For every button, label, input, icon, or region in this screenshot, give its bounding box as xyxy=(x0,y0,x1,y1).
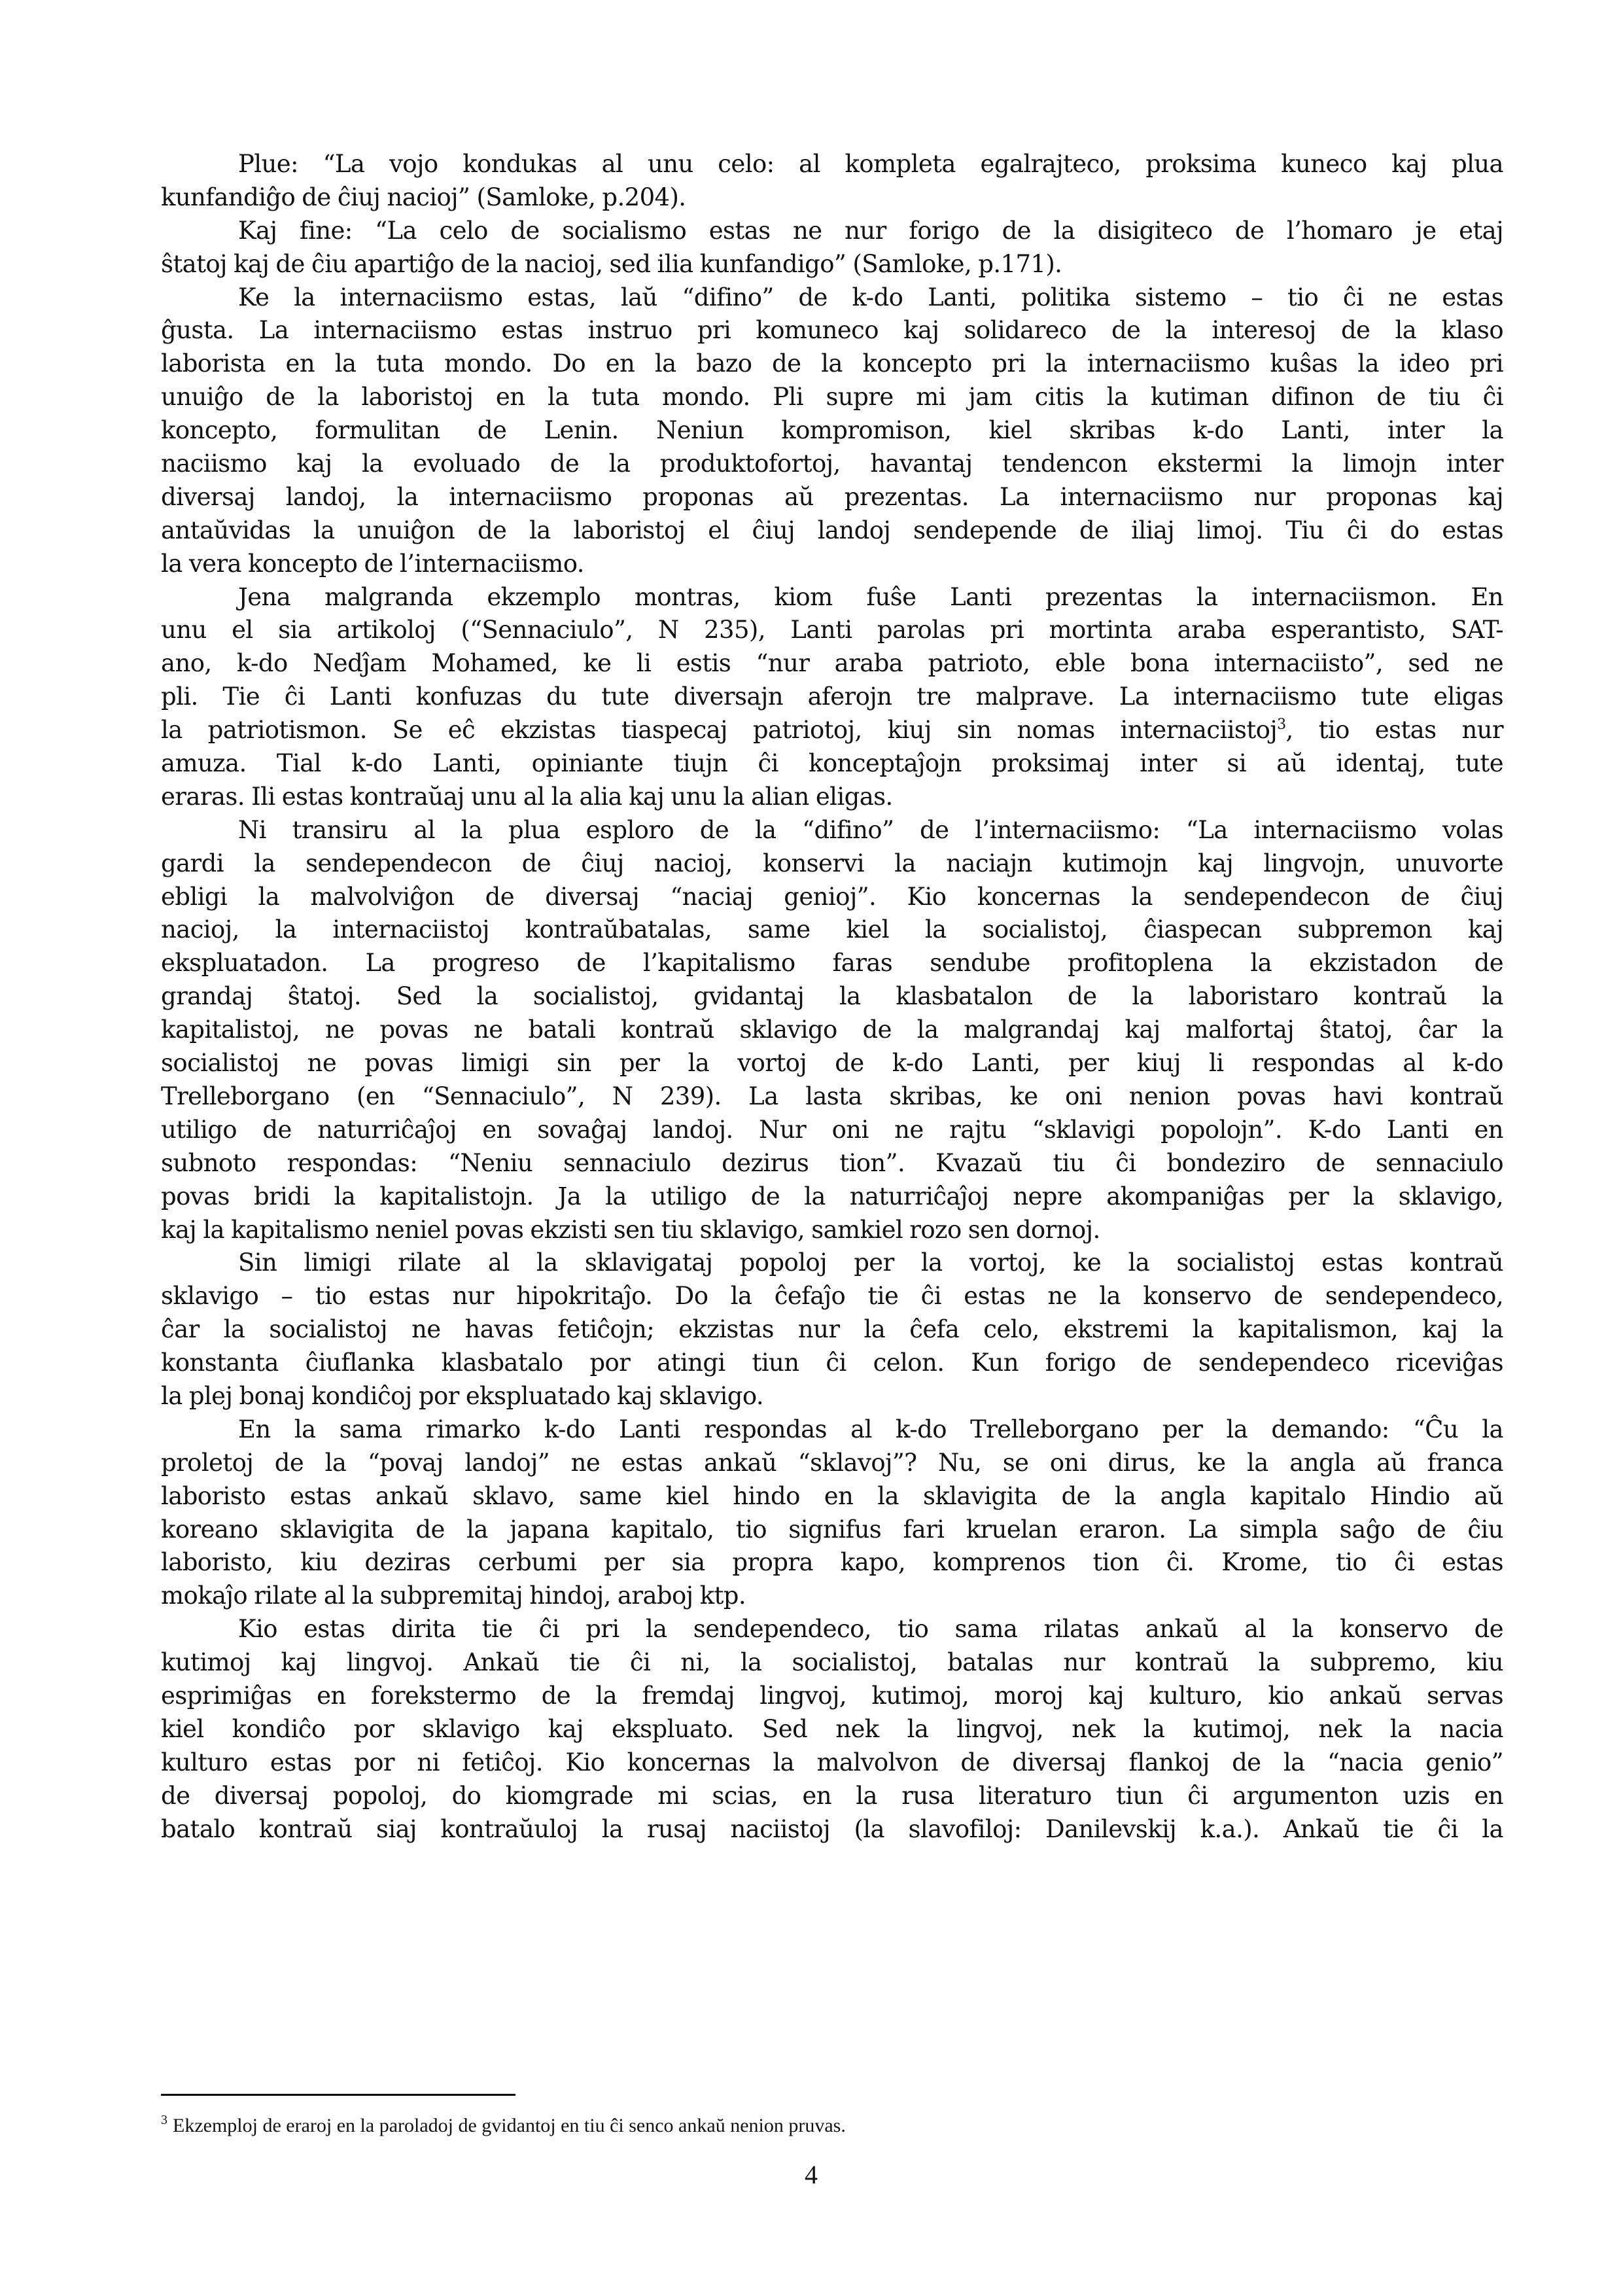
text-line xyxy=(161,248,1503,281)
text-line-content: amuza. Tial k-do Lanti, opiniante tiujn ĉi konceptaĵojn proksimaj inter si aŭ identaj, tute xyxy=(161,749,1503,778)
text-line-content: ĝusta. La internaciismo estas instruo pri komuneco kaj solidareco de la interesoj de la klaso xyxy=(161,316,1503,345)
text-line xyxy=(161,414,1503,448)
text-line xyxy=(161,314,1503,347)
text-line xyxy=(161,215,1503,248)
footnote xyxy=(161,2115,1404,2137)
text-line xyxy=(161,448,1503,481)
text-line xyxy=(161,680,1503,714)
text-line-content: pli. Tie ĉi Lanti konfuzas du tute diversajn aferojn tre malprave. La internaciismo tute eligas xyxy=(161,682,1503,711)
text-line xyxy=(161,881,1503,914)
text-line-content: Ni transiru al la plua esploro de la “difino” de l’internaciismo: “La internaciismo volas xyxy=(238,815,1503,844)
text-line xyxy=(161,548,1503,581)
text-line-tail: , tio estas nur xyxy=(1285,716,1503,745)
text-line-content: socialistoj ne povas limigi sin per la vortoj de k-do Lanti, per kiuj li respondas al k-do xyxy=(161,1049,1503,1078)
text-line-content: koreano sklavigita de la japana kapitalo, tio signifus fari kruelan eraron. La simpla saĝo de ĉiu xyxy=(161,1515,1503,1544)
text-line xyxy=(161,1447,1503,1480)
text-line xyxy=(161,1280,1503,1313)
text-line-content: batalo kontraŭ siaj kontraŭuloj la rusaj naciistoj (la slavofiloj: Danilevskij k.a.). Ankaŭ tie ĉi la xyxy=(161,1814,1503,1843)
text-line xyxy=(161,1347,1503,1380)
text-line-content: Jena malgranda ekzemplo montras, kiom fuŝe Lanti prezentas la internaciismon. En xyxy=(238,582,1503,611)
text-line-content: la patriotismon. Se eĉ ekzistas tiaspecaj patriotoj, kiuj sin nomas internaciistoj xyxy=(161,716,1278,745)
text-line-content: esprimiĝas en forekstermo de la fremdaj lingvoj, kutimoj, moroj kaj kulturo, kio ankaŭ servas xyxy=(161,1681,1503,1710)
text-line-content: laborista en la tuta mondo. Do en la bazo de la koncepto pri la internaciismo kuŝas la ideo pri xyxy=(161,349,1503,378)
text-line xyxy=(161,1413,1503,1447)
text-line xyxy=(161,1713,1503,1746)
text-line-content: ŝtatoj kaj de ĉiu apartiĝo de la nacioj, sed ilia kunfandigo” (Samloke, p.171). xyxy=(161,249,1062,278)
text-line-content: Plue: “La vojo kondukas al unu celo: al kompleta egalrajteco, proksima kuneco kaj plua xyxy=(238,150,1503,178)
footnote-reference: 3 xyxy=(1277,716,1286,733)
text-line xyxy=(161,781,1503,814)
text-line xyxy=(161,1114,1503,1147)
text-line-content: unuiĝo de la laboristoj en la tuta mondo. Pli supre mi jam citis la kutiman difinon de tiu ĉi xyxy=(161,383,1503,412)
body-text xyxy=(161,148,1503,1846)
text-line xyxy=(161,347,1503,381)
text-line-content: kunfandiĝo de ĉiuj nacioj” (Samloke, p.204). xyxy=(161,183,686,211)
text-line-content: Kaj fine: “La celo de socialismo estas ne nur forigo de la disigiteco de l’homaro je etaj xyxy=(238,216,1503,245)
text-line-content: sklavigo – tio estas nur hipokritaĵo. Do la ĉefaĵo tie ĉi estas ne la konservo de sendependeco, xyxy=(161,1282,1503,1311)
text-line-content: kutimoj kaj lingvoj. Ankaŭ tie ĉi ni, la socialistoj, batalas nur kontraŭ la subpremo, kiu xyxy=(161,1648,1503,1677)
text-line-content: Kio estas dirita tie ĉi pri la sendependeco, tio sama rilatas ankaŭ al la konservo de xyxy=(238,1615,1503,1644)
text-line xyxy=(161,647,1503,680)
text-line-content: eraras. Ili estas kontraŭaj unu al la alia kaj unu la alian eligas. xyxy=(161,782,893,811)
text-line xyxy=(161,1680,1503,1713)
text-line xyxy=(161,980,1503,1014)
text-line xyxy=(161,1313,1503,1347)
text-line-content: la plej bonaj kondiĉoj por ekspluatado kaj sklavigo. xyxy=(161,1381,764,1410)
text-line-content: povas bridi la kapitalistojn. Ja la utiligo de la naturriĉaĵoj nepre akompaniĝas per la sklavigo, xyxy=(161,1182,1503,1210)
text-line xyxy=(161,1613,1503,1646)
text-line-content: diversaj landoj, la internaciismo proponas aŭ prezentas. La internaciismo nur proponas kaj xyxy=(161,482,1503,511)
text-line xyxy=(161,1047,1503,1080)
page-number: 4 xyxy=(805,2160,818,2189)
text-line-content: de diversaj popoloj, do kiomgrade mi scias, en la rusa literaturo tiun ĉi argumenton uzis en xyxy=(161,1781,1503,1810)
text-line xyxy=(161,1147,1503,1180)
text-line-content: kaj la kapitalismo neniel povas ekzisti sen tiu sklavigo, samkiel rozo sen dornoj. xyxy=(161,1215,1100,1244)
text-line-content: kiel kondiĉo por sklavigo kaj ekspluato. Sed nek la lingvoj, nek la kutimoj, nek la nacia xyxy=(161,1714,1503,1743)
text-line-content: proletoj de la “povaj landoj” ne estas ankaŭ “sklavoj”? Nu, se oni dirus, ke la angla aŭ franca xyxy=(161,1448,1503,1477)
text-line xyxy=(161,814,1503,847)
text-line-content: la vera koncepto de l’internaciismo. xyxy=(161,549,584,578)
text-line-content: subnoto respondas: “Neniu sennaciulo dezirus tion”. Kvazaŭ tiu ĉi bondeziro de sennaciulo xyxy=(161,1148,1503,1177)
text-line-content: antaŭvidas la unuiĝon de la laboristoj el ĉiuj landoj sendepende de iliaj limoj. Tiu ĉi do estas xyxy=(161,516,1503,544)
text-line xyxy=(161,481,1503,514)
text-line-content: mokaĵo rilate al la subpremitaj hindoj, araboj ktp. xyxy=(161,1581,746,1610)
text-line xyxy=(161,581,1503,614)
text-line-content: ebligi la malvolviĝon de diversaj “naciaj genioj”. Kio koncernas la sendependecon de ĉiuj xyxy=(161,882,1503,911)
text-line-content: laboristo, kiu deziras cerbumi per sia propra kapo, komprenos tion ĉi. Krome, tio ĉi estas xyxy=(161,1548,1503,1577)
text-line xyxy=(161,1380,1503,1413)
text-line xyxy=(161,1246,1503,1280)
text-line xyxy=(161,1180,1503,1214)
text-line xyxy=(161,1480,1503,1513)
footnote-separator xyxy=(161,2094,515,2096)
text-line-content: gardi la sendependecon de ĉiuj nacioj, konservi la naciajn kutimojn kaj lingvojn, unuvorte xyxy=(161,849,1503,877)
text-line xyxy=(161,1546,1503,1580)
text-line xyxy=(161,514,1503,548)
text-line xyxy=(161,1746,1503,1780)
text-line xyxy=(161,747,1503,781)
footnote-number: 3 xyxy=(161,2113,167,2127)
text-line xyxy=(161,181,1503,215)
text-line xyxy=(161,947,1503,980)
text-line xyxy=(161,148,1503,181)
text-line xyxy=(161,1214,1503,1247)
text-line xyxy=(161,1646,1503,1680)
text-line xyxy=(161,281,1503,315)
text-line-content: koncepto, formulitan de Lenin. Neniun kompromison, kiel skribas k-do Lanti, inter la xyxy=(161,416,1503,445)
text-line-content: En la sama rimarko k-do Lanti respondas al k-do Trelleborgano per la demando: “Ĉu la xyxy=(238,1415,1503,1443)
text-line xyxy=(161,1014,1503,1047)
text-line-content: konstanta ĉiuflanka klasbatalo por atingi tiun ĉi celon. Kun forigo de sendependeco riceviĝas xyxy=(161,1349,1503,1377)
text-line xyxy=(161,614,1503,647)
text-line xyxy=(161,1580,1503,1613)
text-line xyxy=(161,1813,1503,1846)
text-line-content: utiligo de naturriĉaĵoj en sovaĝaj landoj. Nur oni ne rajtu “sklavigi popolojn”. K-do Lanti en xyxy=(161,1115,1503,1144)
text-line-content: grandaj ŝtatoj. Sed la socialistoj, gvidantaj la klasbatalon de la laboristaro kontraŭ la xyxy=(161,982,1503,1011)
text-line-content: unu el sia artikoloj (“Sennaciulo”, N 235), Lanti parolas pri mortinta araba esperantisto, SAT- xyxy=(161,616,1503,645)
text-line-content: Sin limigi rilate al la sklavigataj popoloj per la vortoj, ke la socialistoj estas kontraŭ xyxy=(238,1248,1503,1277)
text-line xyxy=(161,847,1503,881)
text-line xyxy=(161,714,1503,747)
text-line xyxy=(161,1080,1503,1114)
text-line xyxy=(161,913,1503,947)
text-line-content: laboristo estas ankaŭ sklavo, same kiel hindo en la sklavigita de la angla kapitalo Hindio aŭ xyxy=(161,1481,1503,1510)
footnote-text: Ekzemploj de eraroj en la paroladoj de gvidantoj en tiu ĉi senco ankaŭ nenion pruvas. xyxy=(173,2115,846,2136)
text-line xyxy=(161,1780,1503,1813)
text-line-content: naciismo kaj la evoluado de la produktofortoj, havantaj tendencon ekstermi la limojn inter xyxy=(161,450,1503,478)
text-line-content: ano, k-do Nedĵam Mohamed, ke li estis “nur araba patrioto, eble bona internaciisto”, sed ne xyxy=(161,649,1503,678)
text-line-content: kapitalistoj, ne povas ne batali kontraŭ sklavigo de la malgrandaj kaj malfortaj ŝtatoj, ĉar la xyxy=(161,1016,1503,1044)
text-line-content: ĉar la socialistoj ne havas fetiĉojn; ekzistas nur la ĉefa celo, ekstremi la kapitalismon, kaj la xyxy=(161,1315,1503,1344)
text-line-content: Trelleborgano (en “Sennaciulo”, N 239). La lasta skribas, ke oni nenion povas havi kontraŭ xyxy=(161,1082,1503,1110)
text-line-content: ekspluatadon. La progreso de l’kapitalismo faras sendube profitoplena la ekzistadon de xyxy=(161,949,1503,978)
text-line xyxy=(161,381,1503,414)
text-line-content: nacioj, la internaciistoj kontraŭbatalas, same kiel la socialistoj, ĉiaspecan subpremon kaj xyxy=(161,915,1503,944)
text-line xyxy=(161,1513,1503,1547)
text-line-content: kulturo estas por ni fetiĉoj. Kio koncernas la malvolvon de diversaj flankoj de la “nacia genio” xyxy=(161,1748,1503,1776)
text-line-content: Ke la internaciismo estas, laŭ “difino” de k-do Lanti, politika sistemo – tio ĉi ne estas xyxy=(238,283,1503,311)
